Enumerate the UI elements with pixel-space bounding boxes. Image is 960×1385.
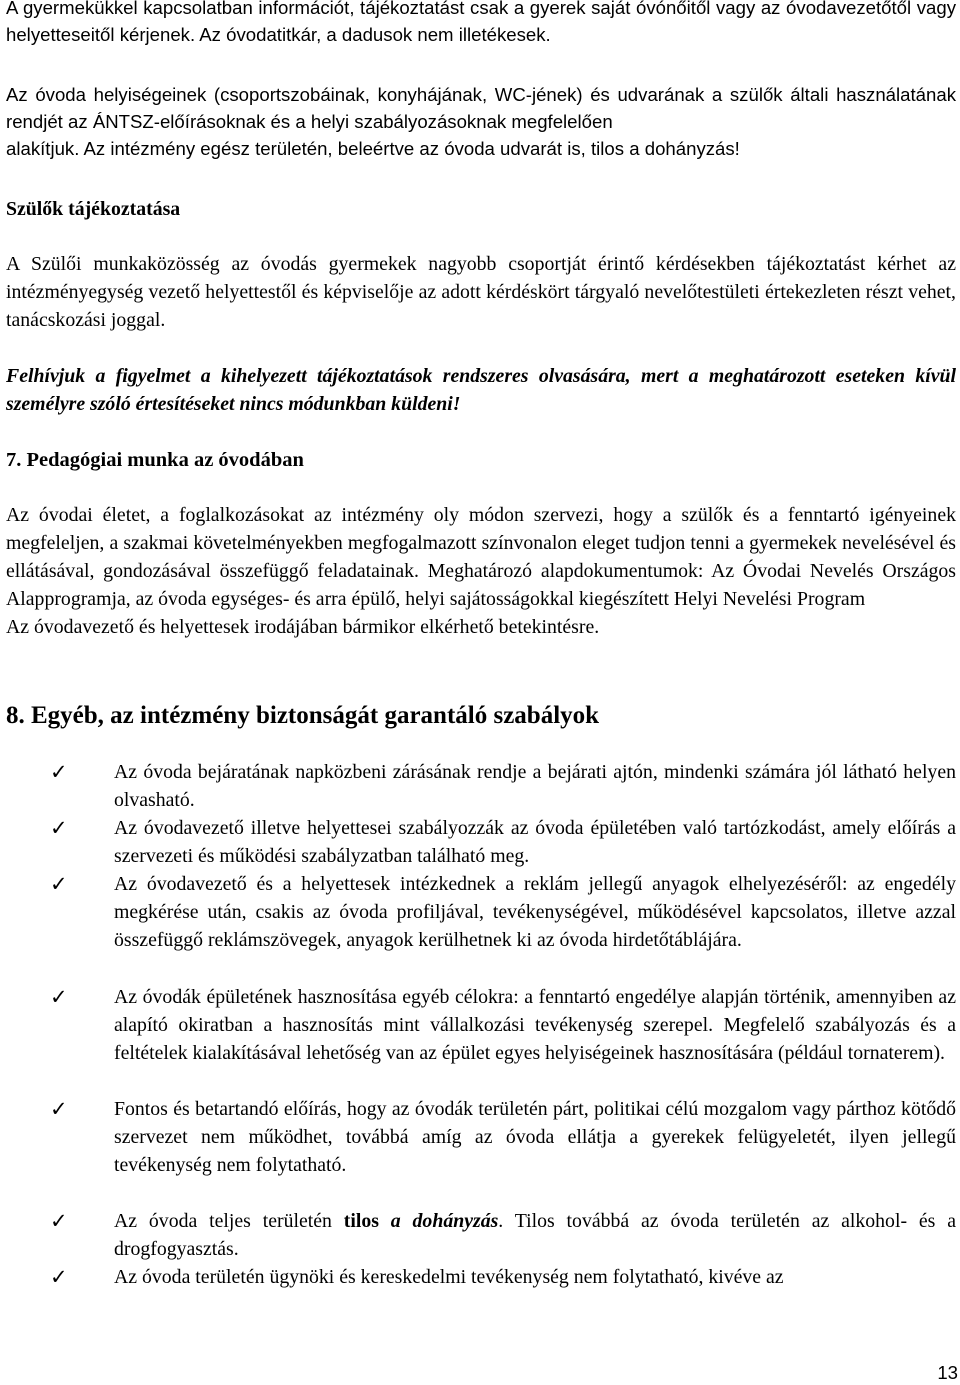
rule-text: Az óvodavezető illetve helyettesei szabályozzák az óvoda épületében való tartózkodást, amely előírás a szervezeti és működési szabályzatban található meg.	[114, 817, 956, 867]
checkmark-icon: ✓	[50, 760, 68, 784]
heading-parents-info: Szülők tájékoztatása	[6, 198, 181, 220]
rule-item	[50, 983, 956, 1067]
rule-item	[50, 870, 956, 954]
paragraph-section-7-main: Az óvodai életet, a foglalkozásokat az intézmény oly módon szervezi, hogy a szülők és a fenntartó igényeinek megfeleljen, a szakmai követelményekben megfogalmazott színvonalon eleget tudjon tenni a gyermekek nevelésével és ellátásával, gondozásával összefüggő feladatainak. Meghatározó alapdokumentumok: Az Óvodai Nevelés Országos Alapprogramja, az óvoda egységes- és arra épülő, helyi sajátosságokkal kiegészített Helyi Nevelési Program	[6, 504, 956, 610]
heading-section-7: 7. Pedagógiai munka az óvodában	[6, 449, 304, 471]
checkmark-icon: ✓	[50, 1265, 68, 1289]
rule-text: Az óvodavezető és a helyettesek intézkednek a reklám jellegű anyagok elhelyezéséről: az engedély megkérése után, csakis az óvoda profiljával, tevékenységével, működésével kapcsolatos, illetve azzal összefüggő reklámszövegek, anyagok kerülhetnek ki az óvoda hirdetőtáblájára.	[114, 873, 956, 951]
paragraph-section-7-last: Az óvodavezető és helyettesek irodájában bármikor elkérhető betekintésre.	[6, 616, 600, 638]
paragraph-rooms-line1: Az óvoda helyiségeinek (csoportszobáinak, konyhájának, WC-jének) és udvarának a szülők általi használatának rendjét az ÁNTSZ-előírásoknak és a helyi szabályozásoknak megfelelően	[6, 84, 956, 132]
paragraph-parents-council: A Szülői munkaközösség az óvodás gyermekek nagyobb csoportját érintő kérdésekben tájékoztatást kérhet az intézményegység vezető helyettestől és képviselője az adott kérdéskört tárgyaló nevelőtestületi értekezleten részt vehet, tanácskozási joggal.	[6, 253, 956, 331]
rule-item	[50, 814, 956, 870]
rule-text: Az óvodák épületének hasznosítása egyéb célokra: a fenntartó engedélye alapján történik, amennyiben az alapító okiratban a hasznosítás mint vállalkozási tevékenység szerepel. Megfelelő szabályozás és a feltételek kialakításával lehetőség van az épület egyes helyiségeinek hasznosítására (például tornaterem).	[114, 986, 956, 1064]
paragraph-rooms-line2: alakítjuk. Az intézmény egész területén, beleértve az óvoda udvarát is, tilos a dohányzás!	[6, 138, 740, 159]
paragraph-notice: Felhívjuk a figyelmet a kihelyezett tájékoztatások rendszeres olvasására, mert a meghatározott eseteken kívül személyre szóló értesítéseket nincs módunkban küldeni!	[6, 365, 956, 415]
paragraph-section-7	[6, 501, 956, 641]
rule-item	[50, 758, 956, 814]
rule-text-part: Az óvoda teljes területén	[114, 1210, 344, 1232]
checkmark-icon: ✓	[50, 985, 68, 1009]
rule-item	[50, 1095, 956, 1179]
rule-item	[50, 1263, 956, 1291]
checkmark-icon: ✓	[50, 816, 68, 840]
rule-text-part: . Tilos továbbá az óvoda területén az alkohol- és a drogfogyasztás.	[114, 1210, 956, 1260]
rule-text: Fontos és betartandó előírás, hogy az óvodák területén párt, politikai célú mozgalom vagy párthoz kötődő szervezet nem működhet, továbbá amíg az óvoda ellátja a gyerekek felügyeletét, ilyen jellegű tevékenység nem folytatható.	[114, 1098, 956, 1176]
rule-text-space	[379, 1210, 391, 1232]
rule-text	[114, 1207, 956, 1263]
checkmark-icon: ✓	[50, 1209, 68, 1233]
rule-text: Az óvoda bejáratának napközbeni zárásának rendje a bejárati ajtón, mindenki számára jól látható helyen olvasható.	[114, 761, 956, 811]
rule-item	[50, 1207, 956, 1263]
paragraph-rooms	[6, 81, 956, 162]
rule-text: Az óvoda területén ügynöki és kereskedelmi tevékenység nem folytatható, kivéve az	[114, 1266, 784, 1288]
rule-text-bold-italic: a dohányzás	[390, 1210, 499, 1232]
checkmark-icon: ✓	[50, 1097, 68, 1121]
checkmark-icon: ✓	[50, 872, 68, 896]
heading-section-8: 8. Egyéb, az intézmény biztonságát garantáló szabályok	[6, 702, 600, 729]
paragraph-contact: A gyermekükkel kapcsolatban információt, tájékoztatást csak a gyerek saját óvónőitől vagy az óvodavezetőtől vagy helyetteseitől kérjenek. Az óvodatitkár, a dadusok nem illetékesek.	[6, 0, 956, 45]
page-number: 13	[937, 1362, 958, 1383]
rule-text-bold: tilos	[343, 1210, 379, 1232]
